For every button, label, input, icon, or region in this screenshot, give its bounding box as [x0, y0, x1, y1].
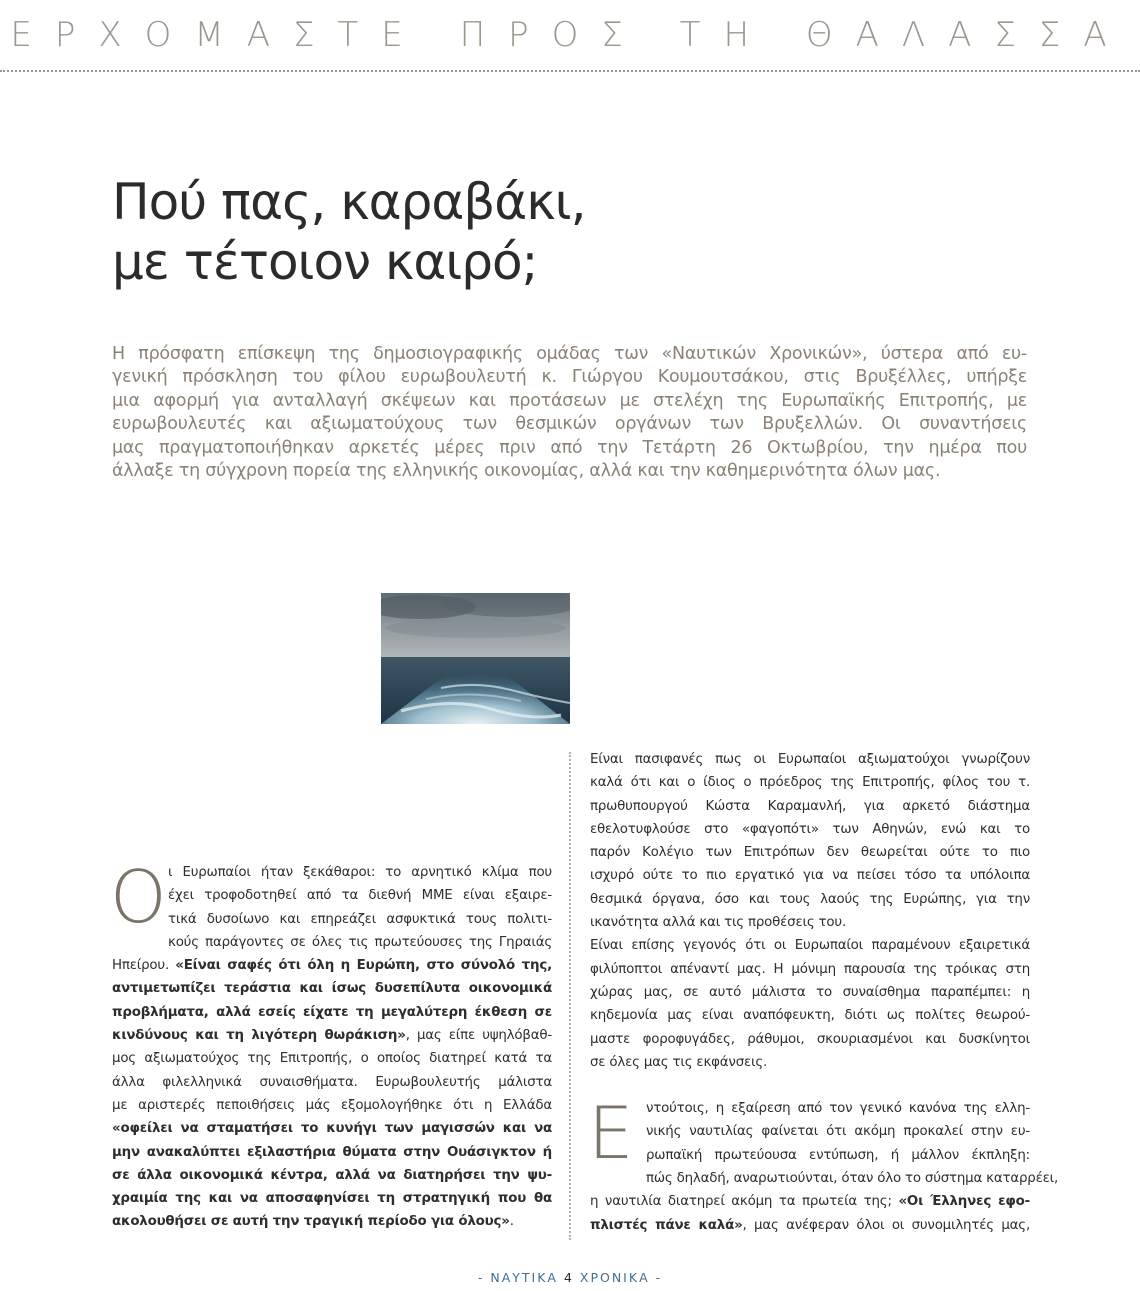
body-line: τικά δυσοίωνο και επηρεάζει ασφυκτικά τους πολιτι-: [168, 911, 552, 927]
sea-wake-photo: [381, 593, 570, 724]
body-line: νικής ναυτιλίας φαίνεται ότι ακόμη προκαλεί στην ευ-: [646, 1124, 1030, 1140]
article-title: [112, 172, 1012, 292]
footer-magazine-right: ΧΡΟΝΙΚΑ -: [579, 1270, 663, 1285]
lead-line: μας πραγματοποιήθηκαν αρκετές μέρες πριν από την Τετάρτη 26 Οκτωβρίου, την ημέρα που: [112, 437, 1027, 458]
title-line: με τέτοιον καιρό;: [112, 233, 538, 291]
quote-text: «Οι Έλληνες εφο-: [898, 1194, 1030, 1210]
body-line: ρωπαϊκή πρωτεύουσα εντύπωση, ή μάλλον έκπληξη:: [646, 1147, 1030, 1163]
lead-line: γενική πρόσκληση του φίλου ευρωβουλευτή κ. Γιώργου Κουμουτσάκου, στις Βρυξέλλες, υπήρξε: [112, 367, 1027, 388]
article-column-left: [110, 855, 552, 1234]
body-text: η ναυτιλία διατηρεί ακόμη τα πρωτεία της;: [590, 1194, 892, 1210]
quote-text: πλιστές πάνε καλά»: [590, 1217, 743, 1233]
body-line: με αριστερές πεποιθήσεις μάς εξομολογήθηκε ότι η Ελλάδα: [112, 1097, 552, 1113]
quote-text: κινδύνους και τη λιγότερη θωράκιση»: [112, 1028, 406, 1044]
body-text: , μας ανέφεραν όλοι οι συνομιλητές μας,: [742, 1217, 1030, 1233]
body-line: [112, 977, 552, 1000]
paragraph-gap: [590, 1074, 1030, 1097]
lead-line: Η πρόσφατη επίσκεψη της δημοσιογραφικής ομάδας των «Ναυτικών Χρονικών», ύστερα από ευ-: [112, 344, 1027, 364]
body-line: [112, 1117, 552, 1140]
body-line: ισχυρό ούτε το πιο εργατικό για να πείσει τόσο τα υπόλοιπα: [590, 868, 1030, 884]
body-line: ντούτοις, η εξαίρεση από τον γενικό κανόνα της ελλη-: [646, 1101, 1030, 1117]
drop-cap: Ο: [110, 855, 167, 939]
page-footer: [0, 1270, 1140, 1285]
body-line: ικανότητα αλλά και τις προθέσεις του.: [590, 915, 847, 931]
body-line: πρωθυπουργού Κώστα Καραμανλή, για αρκετό διάστημα: [590, 798, 1030, 814]
body-line: κηδεμονία μας είναι αναπόφευκτη, διότι ως πολίτες θεωρού-: [590, 1008, 1030, 1024]
lead-line: μια αφορμή για ανταλλαγή σκέψεων και προτάσεων με στελέχη της Ευρωπαϊκής Επιτροπής, με: [112, 390, 1027, 411]
article-lead: [112, 343, 1027, 483]
page-number: 4: [563, 1270, 574, 1285]
body-line: [112, 1210, 552, 1233]
body-line: θεσμικά όργανα, όσο και τους λαούς της Ευρώπης, για την: [590, 891, 1030, 907]
quote-text: προβλήματα, αλλά εσείς είχατε τη μεγαλύτερη έκθεση σε: [112, 1004, 552, 1020]
body-line: έχει τροφοδοτηθεί από τα διεθνή ΜΜΕ είναι εξαιρε-: [168, 888, 552, 904]
header-divider: [0, 70, 1140, 72]
body-line: Είναι επίσης γεγονός ότι οι Ευρωπαίοι παραμένουν εξαιρετικά: [590, 938, 1030, 954]
body-text: , μας είπε υψηλόβαθ-: [405, 1028, 552, 1044]
quote-text: ακολουθήσει σε αυτή την τραγική περίοδο για όλους»: [112, 1214, 510, 1230]
body-line: Είναι πασιφανές πως οι Ευρωπαίοι αξιωματούχοι γνωρίζουν: [590, 752, 1030, 767]
article-column-right: [588, 748, 1059, 1237]
body-line: φιλύποπτοι απέναντί μας. Η μόνιμη παρουσία της τρόικας στη: [590, 961, 1030, 977]
body-line: σε όλες μας τις εκφάνσεις.: [590, 1054, 768, 1070]
quote-text: «Είναι σαφές ότι όλη η Ευρώπη, στο σύνολό της,: [175, 958, 552, 974]
quote-text: αντιμετωπίζει τεράστια και ίσως δυσεπίλυτα οικονομικά: [112, 981, 552, 997]
title-line: Πού πας, καραβάκι,: [112, 173, 586, 231]
quote-text: μην ανακαλύπτει εξιλαστήρια θύματα στην Ουάσιγκτον ή: [112, 1144, 552, 1160]
body-line: κούς παράγοντες σε όλες τις πρωτεύουσες της Γηραιάς: [168, 934, 552, 950]
drop-cap: Ε: [588, 1091, 634, 1176]
body-text: .: [509, 1214, 514, 1230]
body-line: [590, 1190, 1030, 1213]
body-line: εθελοτυφλούσε στο «φαγοπότι» των Αθηνών, ενώ και το: [590, 821, 1030, 837]
column-divider: [569, 752, 571, 1240]
quote-text: χραιμία της και να αποσαφηνίσει τη στρατηγική που θα: [112, 1191, 552, 1207]
body-line: [112, 1001, 552, 1024]
body-line: πώς δηλαδή, αναρωτιούνται, όταν όλο το σύστημα καταρρέει,: [646, 1171, 1059, 1187]
body-line: παρόν Κολέγιο των Επιτρόπων δεν θεωρείται ούτε το πιο: [590, 845, 1030, 861]
body-line: [112, 1141, 552, 1164]
lead-line: ευρωβουλευτές και αξιωματούχους των θεσμικών οργάνων των Βρυξελλών. Οι συναντήσεις: [112, 414, 1027, 435]
body-line: [112, 954, 552, 977]
section-header: ΕΡΧΟΜΑΣΤΕ ΠΡΟΣ ΤΗ ΘΑΛΑΣΣΑ: [10, 15, 1130, 55]
body-line: [112, 1164, 552, 1187]
footer-magazine-left: - ΝΑΥΤΙΚΑ: [477, 1270, 558, 1285]
body-line: άλλα φιλελληνικά συναισθήματα. Ευρωβουλευτής μάλιστα: [112, 1074, 552, 1090]
quote-text: «οφείλει να σταματήσει το κυνήγι των μαγισσών και να: [112, 1121, 552, 1137]
body-line: [112, 1187, 552, 1210]
body-line: [112, 1024, 552, 1047]
quote-text: σε άλλα οικονομικά κέντρα, αλλά να διατηρήσει την ψυ-: [112, 1167, 552, 1183]
body-line: καλά ότι και ο ίδιος ο πρόεδρος της Επιτροπής, φίλος του τ.: [590, 775, 1030, 791]
body-text: Ηπείρου.: [112, 958, 169, 974]
body-line: [590, 1214, 1030, 1237]
body-line: μαστε φοροφυγάδες, ράθυμοι, σκουριασμένοι και δυσκίνητοι: [590, 1031, 1030, 1047]
body-line: ι Ευρωπαίοι ήταν ξεκάθαροι: το αρνητικό κλίμα που: [168, 865, 552, 880]
body-line: χώρας μας, σε αυτό μάλιστα το συναίσθημα παραπέμπει: η: [590, 984, 1030, 1000]
body-line: μος αξιωματούχος της Επιτροπής, ο οποίος διατηρεί κατά τα: [112, 1051, 552, 1067]
lead-line: άλλαξε τη σύγχρονη πορεία της ελληνικής οικονομίας, αλλά και την καθημερινότητα όλων μας.: [112, 461, 941, 482]
